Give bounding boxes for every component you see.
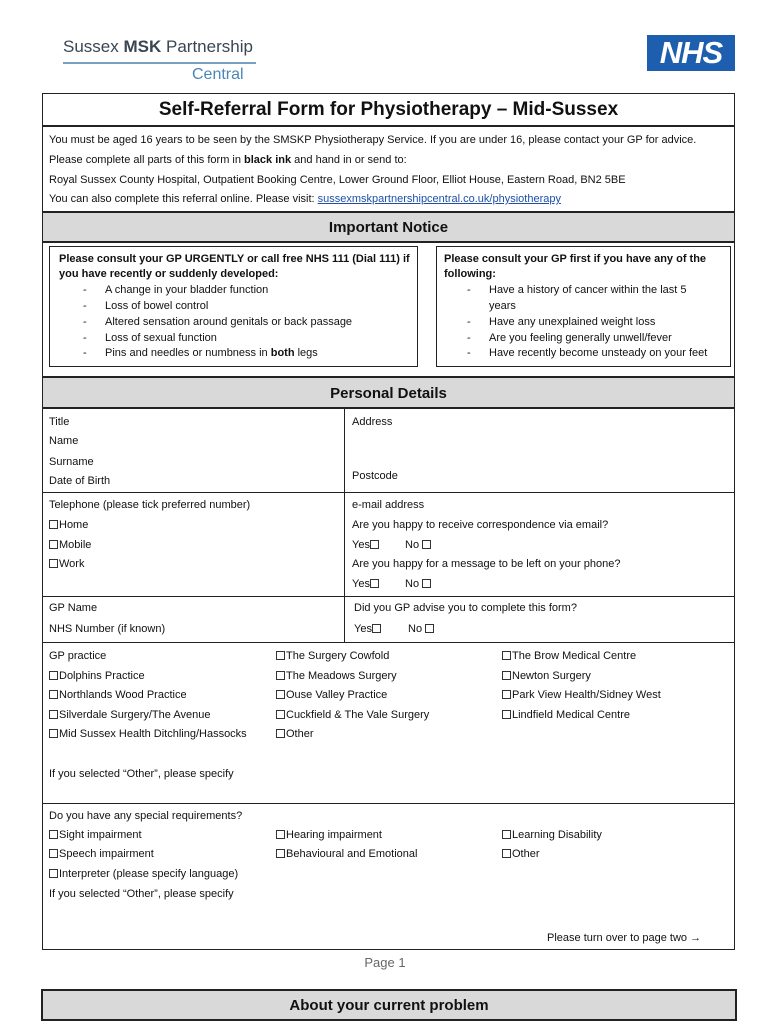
gp-first-item: - Are you feeling generally unwell/fever [467, 332, 672, 344]
checkbox-icon[interactable] [370, 540, 379, 549]
urgent-item: - Altered sensation around genitals or back passage [83, 316, 353, 328]
checkbox-icon[interactable] [276, 729, 285, 738]
name-label: Name [49, 435, 79, 447]
practice-option[interactable]: The Meadows Surgery [276, 669, 397, 683]
checkbox-icon[interactable] [49, 729, 58, 738]
checkbox-icon[interactable] [276, 710, 285, 719]
special-other-specify: If you selected “Other”, please specify [49, 888, 234, 900]
gp-advise-question: Did you GP advise you to complete this form? [354, 602, 577, 614]
special-option[interactable]: Speech impairment [49, 847, 154, 861]
special-option[interactable]: Learning Disability [502, 828, 602, 842]
column-divider [344, 408, 345, 642]
practice-option[interactable]: Silverdale Surgery/The Avenue [49, 708, 210, 722]
checkbox-icon[interactable] [49, 690, 58, 699]
practice-option[interactable]: Park View Health/Sidney West [502, 688, 661, 702]
checkbox-icon[interactable] [502, 710, 511, 719]
phone-message-yes[interactable]: Yes [352, 577, 380, 591]
gp-first-title-1: Please consult your GP first if you have any of the [444, 253, 707, 265]
urgent-item: - Loss of bowel control [83, 300, 209, 312]
checkbox-icon[interactable] [370, 579, 379, 588]
practice-option-other[interactable]: Other [276, 727, 314, 741]
personal-details-header: Personal Details [42, 377, 735, 408]
checkbox-icon[interactable] [425, 624, 434, 633]
gp-first-item: - Have any unexplained weight loss [467, 316, 656, 328]
urgent-title-1: Please consult your GP URGENTLY or call free NHS 111 (Dial 111) if [59, 253, 410, 265]
phone-message-no[interactable]: No [405, 577, 432, 591]
home-phone-option[interactable]: Home [49, 518, 88, 532]
dob-label: Date of Birth [49, 475, 111, 487]
urgent-item: - Loss of sexual function [83, 332, 217, 344]
surname-label: Surname [49, 456, 94, 468]
urgent-item: - Pins and needles or numbness in both legs [83, 347, 318, 359]
practice-option[interactable]: Ouse Valley Practice [276, 688, 387, 702]
special-option[interactable]: Behavioural and Emotional [276, 847, 417, 861]
checkbox-icon[interactable] [276, 830, 285, 839]
practice-option[interactable]: Cuckfield & The Vale Surgery [276, 708, 429, 722]
checkbox-icon[interactable] [276, 671, 285, 680]
nhs-logo: NHS [647, 35, 735, 71]
phone-message-question: Are you happy for a message to be left on your phone? [352, 558, 621, 570]
email-consent-question: Are you happy to receive correspondence via email? [352, 519, 609, 531]
current-problem-header: About your current problem [41, 989, 737, 1021]
postcode-label: Postcode [352, 470, 398, 482]
page-number: Page 1 [364, 955, 406, 970]
checkbox-icon[interactable] [49, 540, 58, 549]
partnership-logo: Sussex MSK Partnership [63, 37, 253, 56]
mobile-phone-option[interactable]: Mobile [49, 538, 91, 552]
work-phone-option[interactable]: Work [49, 557, 84, 571]
logo-subtitle: Central [192, 66, 244, 83]
divider [42, 596, 735, 597]
checkbox-icon[interactable] [422, 579, 431, 588]
divider [42, 492, 735, 493]
email-consent-no[interactable]: No [405, 538, 432, 552]
practice-option[interactable]: Northlands Wood Practice [49, 688, 187, 702]
practice-option[interactable]: The Brow Medical Centre [502, 649, 636, 663]
special-option[interactable]: Interpreter (please specify language) [49, 867, 238, 881]
email-consent-yes[interactable]: Yes [352, 538, 380, 552]
practice-option[interactable]: Newton Surgery [502, 669, 591, 683]
special-requirements-label: Do you have any special requirements? [49, 810, 243, 822]
gp-first-title-2: following: [444, 268, 496, 280]
checkbox-icon[interactable] [276, 690, 285, 699]
gp-first-item: - Have recently become unsteady on your feet [467, 347, 708, 359]
turn-over-note: Please turn over to page two → [547, 932, 702, 944]
divider [42, 642, 735, 643]
gp-name-label: GP Name [49, 602, 98, 614]
checkbox-icon[interactable] [49, 671, 58, 680]
nhs-number-label: NHS Number (if known) [49, 623, 166, 635]
checkbox-icon[interactable] [49, 849, 58, 858]
practice-option[interactable]: Mid Sussex Health Ditchling/Hassocks [49, 727, 247, 741]
gp-advise-yes[interactable]: Yes [354, 622, 382, 636]
gp-first-item-cont: years [489, 300, 516, 312]
gp-advise-no[interactable]: No [408, 622, 435, 636]
intro-line-2: Please complete all parts of this form in black ink and hand in or send to: [49, 154, 407, 166]
checkbox-icon[interactable] [502, 849, 511, 858]
email-label: e-mail address [352, 499, 425, 511]
checkbox-icon[interactable] [422, 540, 431, 549]
checkbox-icon[interactable] [49, 869, 58, 878]
online-referral-link[interactable]: sussexmskpartnershipcentral.co.uk/physiotherapy [317, 193, 561, 205]
urgent-item: - A change in your bladder function [83, 284, 269, 296]
checkbox-icon[interactable] [276, 651, 285, 660]
checkbox-icon[interactable] [49, 830, 58, 839]
special-option[interactable]: Sight impairment [49, 828, 142, 842]
checkbox-icon[interactable] [502, 830, 511, 839]
address-label: Address [352, 416, 393, 428]
title-label: Title [49, 416, 70, 428]
checkbox-icon[interactable] [502, 651, 511, 660]
intro-line-1: You must be aged 16 years to be seen by the SMSKP Physiotherapy Service. If you are under 16, please contact your GP for advice. [49, 134, 697, 146]
checkbox-icon[interactable] [372, 624, 381, 633]
gp-first-item: - Have a history of cancer within the last 5 [467, 284, 687, 296]
special-option-other[interactable]: Other [502, 847, 540, 861]
practice-other-specify: If you selected “Other”, please specify [49, 768, 234, 780]
gp-practice-label: GP practice [49, 650, 107, 662]
form-title: Self-Referral Form for Physiotherapy – Mid-Sussex [42, 93, 735, 126]
checkbox-icon[interactable] [276, 849, 285, 858]
checkbox-icon[interactable] [49, 710, 58, 719]
urgent-title-2: you have recently or suddenly developed: [59, 268, 279, 280]
practice-option[interactable]: The Surgery Cowfold [276, 649, 389, 663]
important-notice-header: Important Notice [42, 212, 735, 242]
intro-address: Royal Sussex County Hospital, Outpatient Booking Centre, Lower Ground Floor, Elliot House, Eastern Road, BN2 5BE [49, 174, 626, 186]
practice-option[interactable]: Lindfield Medical Centre [502, 708, 630, 722]
intro-line-4: You can also complete this referral online. Please visit: sussexmskpartnershipcentral.co.uk/physiotherapy [49, 193, 561, 205]
checkbox-icon[interactable] [502, 671, 511, 680]
telephone-label: Telephone (please tick preferred number) [49, 499, 251, 511]
divider [42, 803, 735, 804]
checkbox-icon[interactable] [49, 520, 58, 529]
checkbox-icon[interactable] [502, 690, 511, 699]
checkbox-icon[interactable] [49, 559, 58, 568]
logo-divider [63, 62, 256, 64]
special-option[interactable]: Hearing impairment [276, 828, 382, 842]
practice-option[interactable]: Dolphins Practice [49, 669, 145, 683]
